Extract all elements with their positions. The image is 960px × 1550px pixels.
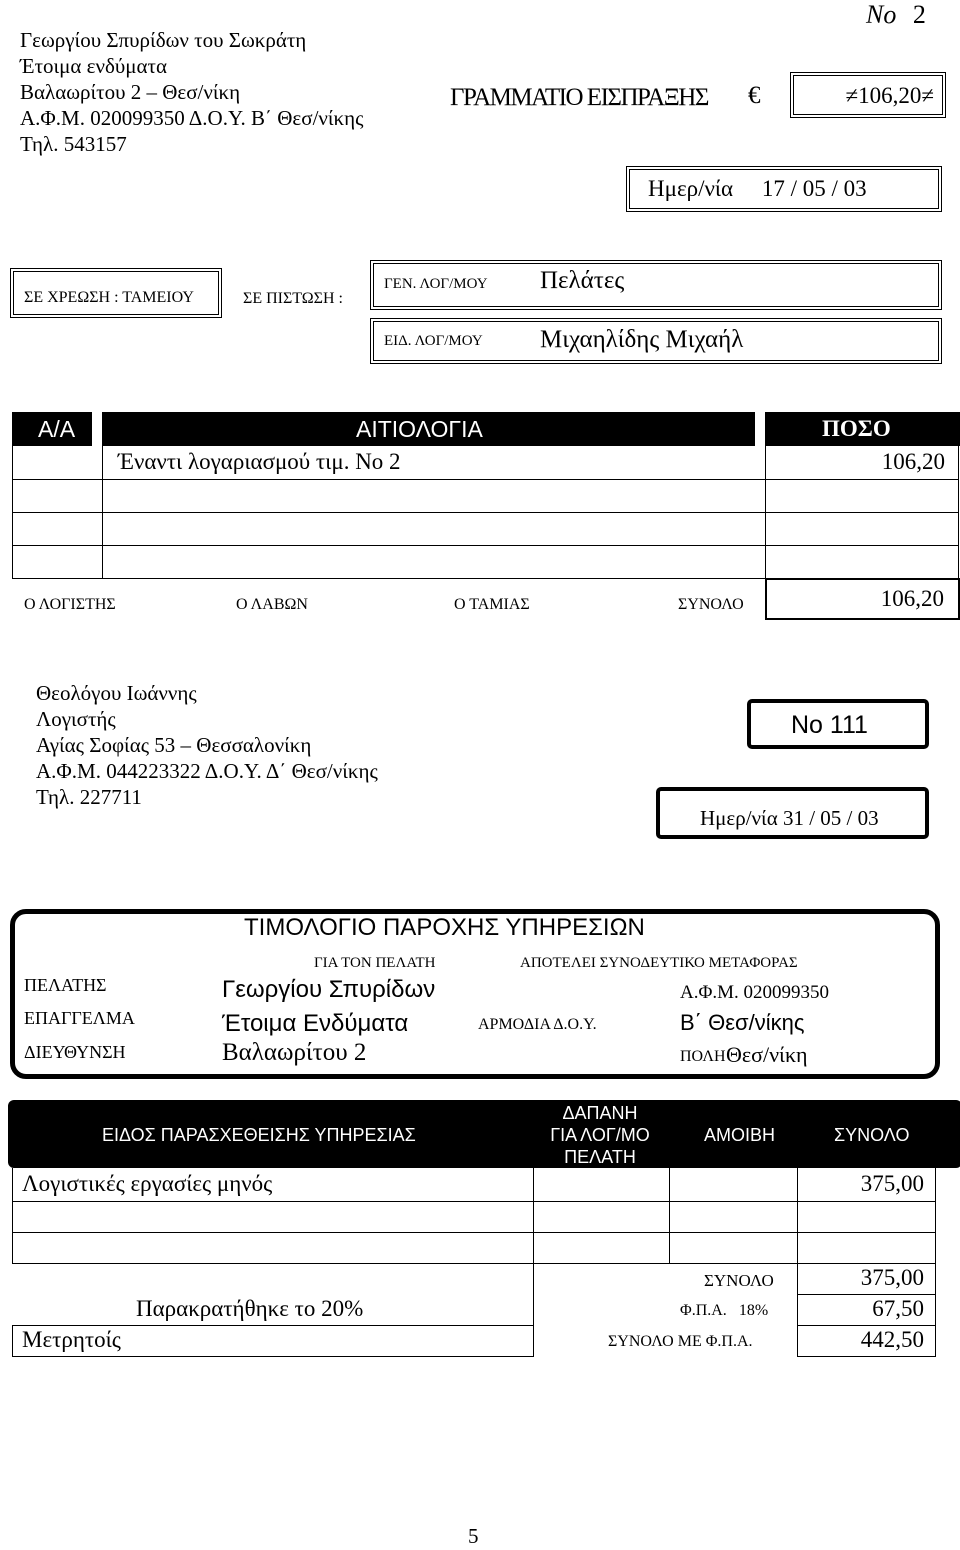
header-aa: Α/Α — [38, 416, 76, 442]
header-reason: ΑΙΤΙΟΛΟΓΙΑ — [356, 416, 483, 442]
grand-value: 442,50 — [860, 1327, 924, 1352]
accountant-address: Αγίας Σοφίας 53 – Θεσσαλονίκη — [36, 733, 312, 757]
invoice-issuer — [36, 680, 378, 810]
table-rule — [12, 1232, 936, 1233]
profession-label: ΕΠΑΓΓΕΛΜΑ — [24, 1008, 135, 1028]
spec-account-box — [370, 318, 942, 364]
client-afm: Α.Φ.Μ. 020099350 — [680, 982, 830, 1003]
issuer-address: Βαλαωρίτου 2 – Θεσ/νίκη — [20, 80, 241, 104]
client-label: ΠΕΛΑΤΗΣ — [24, 975, 107, 995]
header-expense-l1: ΔΑΠΑΝΗ — [562, 1103, 638, 1123]
spec-account-label: ΕΙΔ. ΛΟΓ/ΜΟΥ — [384, 333, 483, 349]
issuer-name: Γεωργίου Σπυρίδων του Σωκράτη — [20, 28, 307, 52]
sum-value: 375,00 — [860, 1265, 924, 1290]
signature-receiver: Ο ΛΑΒΩΝ — [236, 596, 308, 613]
receipt-title: ΓΡΑΜΜΑΤΙΟ ΕΙΣΠΡΑΞΗΣ — [450, 84, 708, 111]
issuer-phone: Τηλ. 543157 — [20, 132, 127, 156]
receipt-number — [866, 0, 926, 30]
vat-rate: 18% — [738, 1302, 769, 1319]
header-expense-l3: ΠΕΛΑΤΗ — [564, 1147, 636, 1167]
debit-box — [10, 268, 222, 318]
invoice-number: Νο 111 — [791, 711, 868, 739]
city-label: ΠΟΛΗ — [680, 1048, 726, 1065]
header-amount: ΠΟΣΟ — [822, 416, 891, 441]
table-rule — [12, 545, 959, 546]
signature-cashier: Ο ΤΑΜΙΑΣ — [454, 596, 530, 613]
address-label: ΔΙΕΥΘΥΝΣΗ — [24, 1042, 126, 1062]
accountant-phone: Τηλ. 227711 — [36, 785, 142, 809]
withheld-note: Παρακρατήθηκε το 20% — [136, 1296, 364, 1321]
doy-label: ΑΡΜΟΔΙΑ Δ.Ο.Υ. — [478, 1016, 597, 1033]
service-row: Λογιστικές εργασίες μηνός — [22, 1171, 273, 1196]
amount-box — [790, 72, 946, 118]
invoice-subtitle-right: ΑΠΟΤΕΛΕΙ ΣΥΝΟΔΕΥΤΙΚΟ ΜΕΤΑΦΟΡΑΣ — [520, 955, 798, 971]
accountant-name: Θεολόγου Ιωάννης — [36, 681, 197, 705]
client-city: Θεσ/νίκη — [726, 1042, 808, 1067]
credit-label: ΣΕ ΠΙΣΤΩΣΗ : — [243, 290, 343, 307]
invoice-date-box — [656, 787, 929, 839]
total-label: ΣΥΝΟΛΟ — [678, 596, 744, 613]
debit-label: ΣΕ ΧΡΕΩΣΗ : ΤΑΜΕΙΟΥ — [24, 289, 194, 306]
receipt-amount: ≠106,20≠ — [845, 83, 934, 108]
receipt-number-value: 2 — [912, 0, 926, 29]
invoice-number-box — [747, 699, 929, 749]
row-reason: Έναντι λογαριασμού τιμ. Νο 2 — [118, 449, 401, 474]
client-profession: Έτοιμα Ενδύματα — [222, 1010, 409, 1037]
header-expense — [530, 1102, 670, 1168]
table-rule — [797, 1356, 936, 1357]
service-total: 375,00 — [860, 1171, 924, 1196]
issuer-business: Έτοιμα ενδύματα — [20, 54, 167, 78]
header-gap — [92, 412, 102, 446]
row-amount: 106,20 — [881, 449, 945, 474]
receipt-date: Ημερ/νία 17 / 05 / 03 — [648, 176, 867, 201]
vat-label — [680, 1302, 768, 1320]
header-gap — [755, 412, 765, 446]
table-rule — [12, 1168, 13, 1263]
client-address: Βαλαωρίτου 2 — [222, 1039, 367, 1066]
table-rule — [12, 1201, 936, 1202]
client-doy: Β΄ Θεσ/νίκης — [680, 1010, 805, 1035]
vat-value: 67,50 — [872, 1296, 924, 1321]
total-value: 106,20 — [880, 586, 944, 611]
issuer-tax-id: Α.Φ.Μ. 020099350 Δ.Ο.Υ. Β΄ Θεσ/νίκης — [20, 106, 364, 130]
invoice-title: ΤΙΜΟΛΟΓΙΟ ΠΑΡΟΧΗΣ ΥΠΗΡΕΣΙΩΝ — [244, 914, 645, 941]
accountant-profession: Λογιστής — [36, 707, 116, 731]
table-rule — [12, 479, 959, 480]
client-name: Γεωργίου Σπυρίδων — [222, 976, 436, 1003]
table-rule — [12, 1325, 534, 1326]
table-rule — [12, 1263, 936, 1264]
table-rule — [797, 1294, 936, 1295]
gen-account-value: Πελάτες — [540, 267, 625, 294]
gen-account-label: ΓΕΝ. ΛΟΓ/ΜΟΥ — [384, 276, 488, 292]
gen-account-box — [370, 260, 942, 310]
table-rule — [669, 1168, 670, 1263]
header-total: ΣΥΝΟΛΟ — [834, 1125, 910, 1145]
page-number: 5 — [468, 1524, 479, 1548]
date-box — [626, 166, 942, 212]
receipt-issuer — [20, 27, 363, 157]
table-rule — [12, 1356, 534, 1357]
payment-method: Μετρητοίς — [22, 1327, 121, 1352]
table-rule — [797, 1168, 798, 1356]
header-fee: ΑΜΟΙΒΗ — [704, 1125, 776, 1145]
table-rule — [533, 1168, 534, 1356]
spec-account-value: Μιχαηλίδης Μιχαήλ — [540, 326, 744, 353]
table-rule — [12, 1325, 13, 1356]
table-rule — [12, 512, 959, 513]
vat-label-text: Φ.Π.Α. — [680, 1302, 727, 1319]
receipt-number-label: Νο — [866, 0, 897, 29]
header-service: ΕΙΔΟΣ ΠΑΡΑΣΧΕΘΕΙΣΗΣ ΥΠΗΡΕΣΙΑΣ — [102, 1125, 416, 1145]
signature-accountant: Ο ΛΟΓΙΣΤΗΣ — [24, 596, 116, 613]
euro-icon: € — [748, 82, 761, 109]
sum-label: ΣΥΝΟΛΟ — [704, 1271, 774, 1290]
header-expense-l2: ΓΙΑ ΛΟΓ/ΜΟ — [550, 1125, 650, 1145]
receipt-table-header — [12, 412, 960, 446]
table-rule — [797, 1325, 936, 1326]
table-rule — [935, 1168, 936, 1356]
invoice-subtitle-left: ΓΙΑ ΤΟΝ ΠΕΛΑΤΗ — [314, 955, 436, 971]
invoice-date: Ημερ/νία 31 / 05 / 03 — [700, 806, 879, 830]
total-box — [765, 578, 960, 620]
invoice-table-header — [8, 1100, 960, 1168]
grand-label: ΣΥΝΟΛΟ ΜΕ Φ.Π.Α. — [608, 1333, 753, 1350]
accountant-tax-id: Α.Φ.Μ. 044223322 Δ.Ο.Υ. Δ΄ Θεσ/νίκης — [36, 759, 378, 783]
